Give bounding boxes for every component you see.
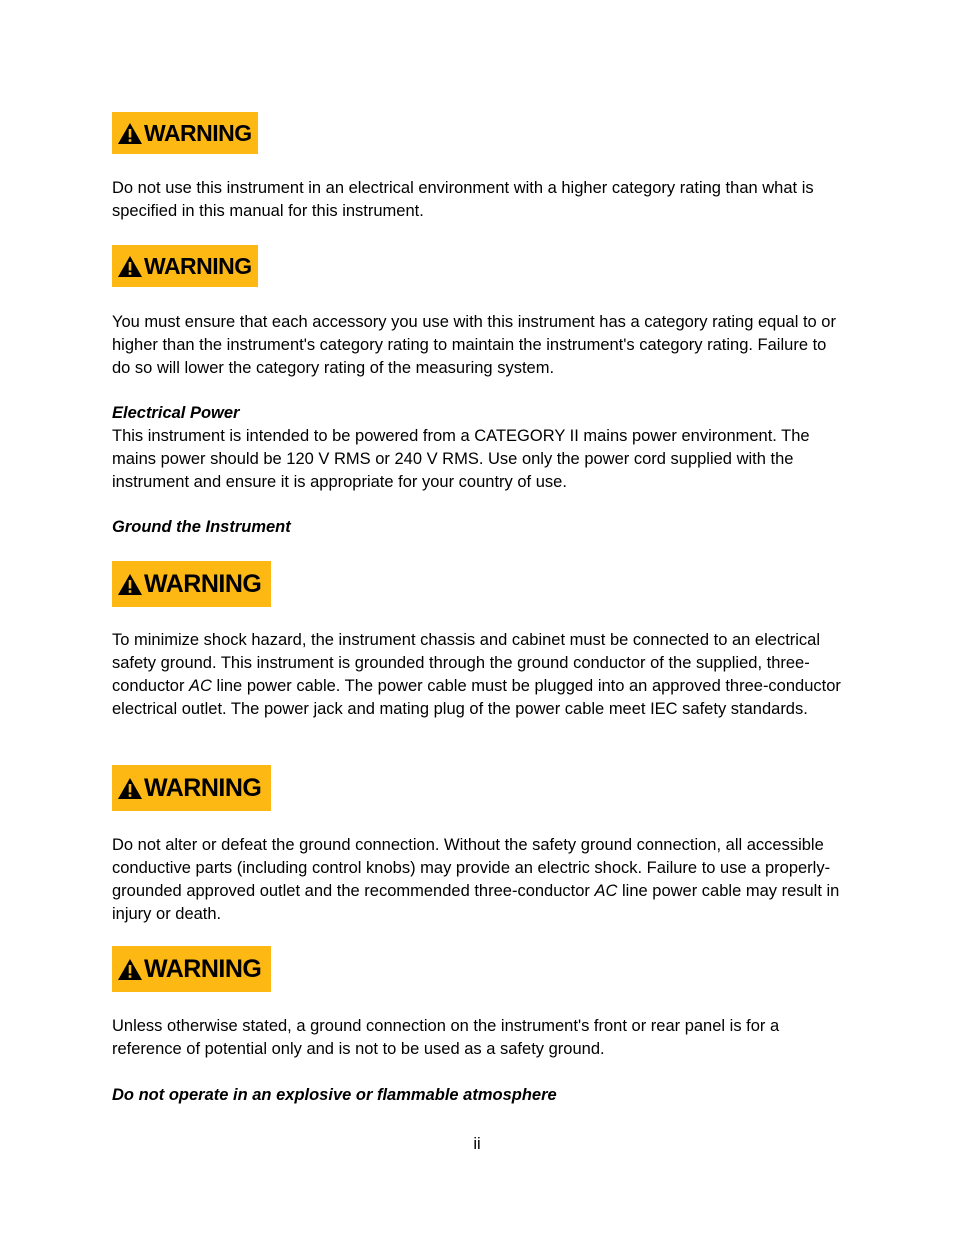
warning-badge [112, 245, 258, 287]
warning-1-body [112, 177, 847, 223]
paragraph: Unless otherwise stated, a ground connection on the instrument's front or rear panel is for a reference of potential only and is not to be used as a safety ground. [112, 1017, 780, 1058]
warning-label: WARNING [144, 119, 252, 146]
page-number: ii [473, 1135, 481, 1153]
text-run: line power cable. The power cable must be plugged into an approved three-conductor electrical outlet. The power jack and mating plug of the power cable meet IEC safety standards. [112, 677, 841, 718]
electrical-power-section [112, 402, 847, 494]
paragraph [112, 629, 847, 721]
ground-section [112, 516, 847, 539]
warning-label: WARNING [144, 954, 262, 983]
warning-2-body [112, 311, 847, 380]
warning-4-body [112, 834, 847, 926]
warning-label: WARNING [144, 773, 262, 802]
section-heading: Electrical Power [112, 404, 240, 422]
paragraph: Do not use this instrument in an electrical environment with a higher category rating than what is specified in this manual for this instrument. [112, 179, 814, 220]
warning-label: WARNING [144, 252, 252, 279]
warning-badge [112, 561, 271, 607]
section-heading: Ground the Instrument [112, 518, 291, 536]
warning-badge [112, 112, 258, 154]
warning-badge [112, 946, 271, 992]
paragraph: This instrument is intended to be powered from a CATEGORY II mains power environment. The mains power should be 120 V RMS or 240 V RMS. Use only the power cord supplied with the instrument and ensure it is appropriate for your country of use. [112, 427, 810, 491]
ac-term: AC [594, 882, 618, 900]
explosive-section [112, 1084, 847, 1107]
text-run: line power cable may result in injury or death. [112, 882, 840, 923]
warning-triangle-icon [117, 776, 143, 800]
ac-term: AC [189, 677, 212, 695]
warning-label: WARNING [144, 569, 262, 598]
warning-triangle-icon [117, 254, 143, 278]
warning-triangle-icon [117, 957, 143, 981]
warning-5-body [112, 1015, 847, 1061]
text-run: Do not alter or defeat the ground connection. Without the safety ground connection, all accessible conductive parts (including control knobs) may provide an electric shock. Failure to use a properly-grounded approved outlet and the recommended three-conductor [112, 836, 831, 900]
paragraph [112, 834, 847, 926]
warning-3-body [112, 629, 847, 721]
text-run: To minimize shock hazard, the instrument chassis and cabinet must be connected to an electrical safety ground. This instrument is grounded through the ground conductor of the supplied, three-conductor [112, 631, 821, 695]
paragraph: You must ensure that each accessory you use with this instrument has a category rating equal to or higher than the instrument's category rating to maintain the instrument's category rating. Failure to do so will lower the category rating of the measuring system. [112, 313, 836, 377]
warning-triangle-icon [117, 572, 143, 596]
warning-badge [112, 765, 271, 811]
section-heading: Do not operate in an explosive or flammable atmosphere [112, 1086, 557, 1104]
warning-triangle-icon [117, 121, 143, 145]
